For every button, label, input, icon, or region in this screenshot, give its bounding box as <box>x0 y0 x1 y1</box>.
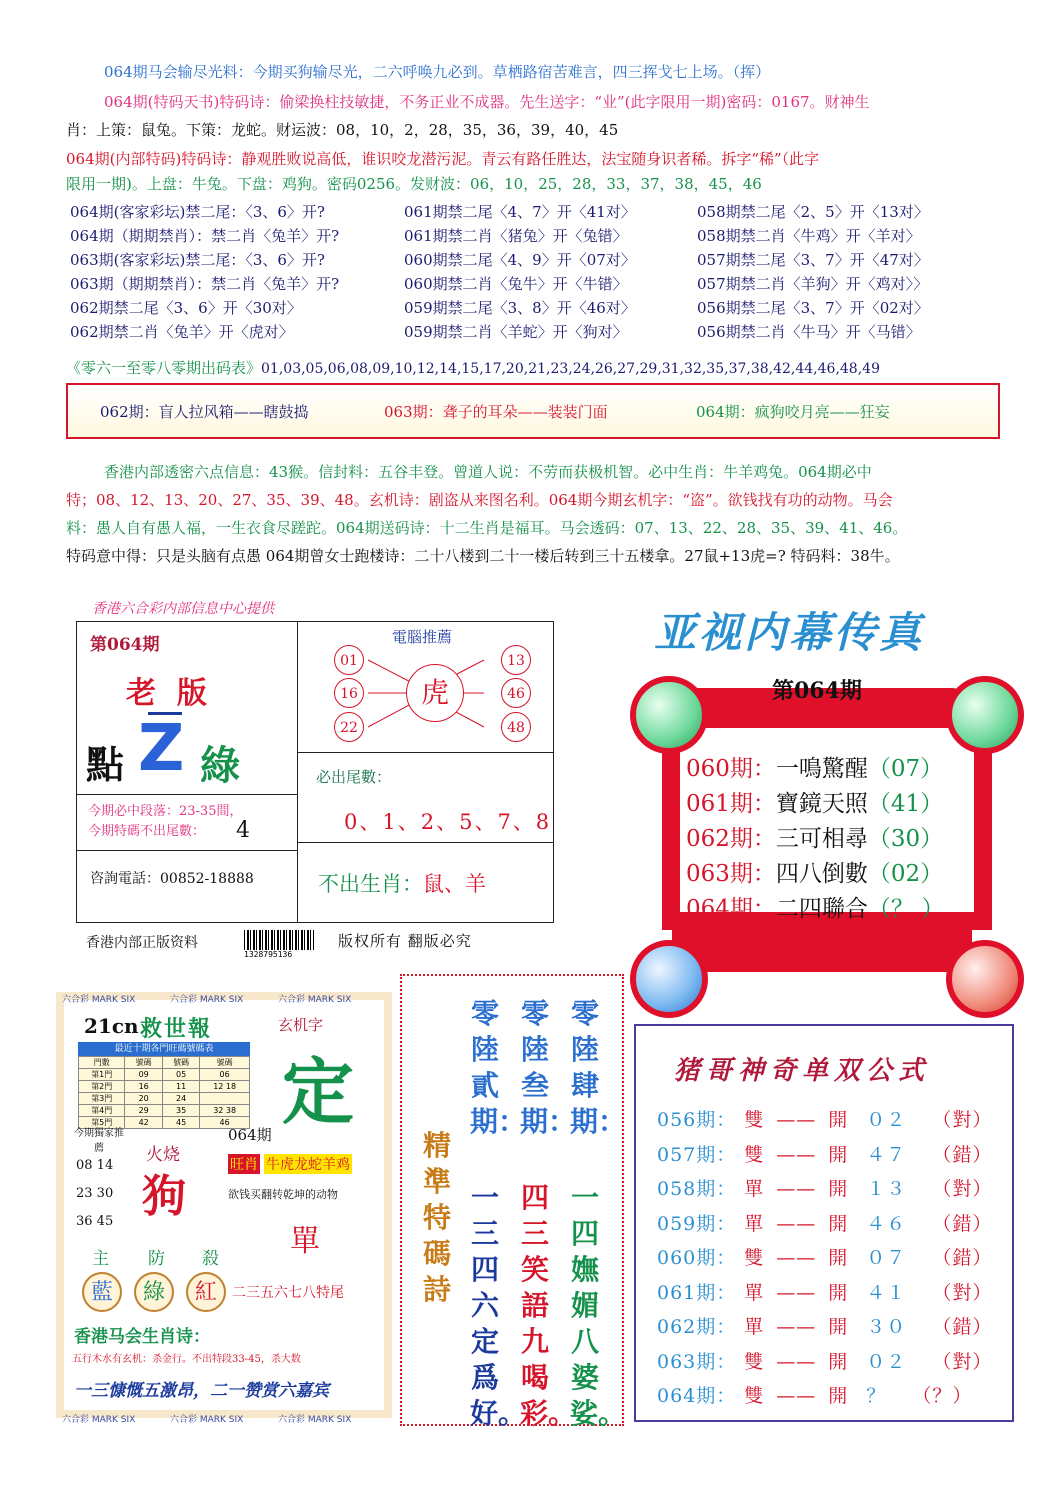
poem-col3-body: 一四嫵媚八婆娑。 <box>570 1181 627 1430</box>
single-char: 單 <box>290 1224 320 1259</box>
saying-period: 064期： <box>696 403 755 421</box>
marksix-bottom: 六合彩 MARK SIX <box>62 1415 136 1425</box>
gate-table: 門數 號碼 號碼 號碼 第1門 09 05 06 第2門 16 11 12 18 第3門 20 24 第4門 29 35 32 38 第5門 42 45 46 <box>78 1056 250 1129</box>
ban-item: 060期禁二尾〈4、9〉开〈07对〉 <box>404 251 636 269</box>
formula-number: ４６ <box>866 1212 907 1235</box>
saying-063 <box>384 401 608 422</box>
paper-name: 救世報 <box>140 1016 213 1042</box>
ban-item: 062期禁二尾〈3、6〉开〈30对〉 <box>70 299 302 317</box>
footer-left: 香港内部正版资料 <box>86 935 198 951</box>
provider-text: 香港六合彩内部信息中心提供 <box>92 601 274 617</box>
formula-parity: 單 <box>744 1178 765 1200</box>
ban-item: 057期禁二尾〈3、7〉开〈47对〉 <box>697 251 929 269</box>
tails-line: 二三五六七八特尾 <box>232 1285 344 1301</box>
formula-period: 058期： <box>657 1178 737 1200</box>
no-zodiac-label: 不出生肖： <box>318 872 423 896</box>
poem-col1-body: 一三四六定爲好。 <box>470 1181 527 1430</box>
formula-dash: —— <box>776 1385 817 1407</box>
mahui-poem: 一三慷慨五激昂，二一赞赏六嘉宾 <box>74 1381 329 1401</box>
range-line-1: 今期必中段落：23-35間， <box>88 804 243 819</box>
color-red: 紅 <box>186 1272 226 1312</box>
formula-dash: —— <box>776 1109 817 1131</box>
code-table-values: 01,03,05,06,08,09,10,12,14,15,17,20,21,23,24,26,27,29,31,32,35,37,38,42,44,46,48,49 <box>261 361 880 377</box>
wang-label: 旺肖 <box>228 1154 260 1174</box>
ban-item: 062期禁二肖〈兔羊〉开〈虎对〉 <box>70 323 294 341</box>
header-line-4: 064期(内部特码)特码诗：静观胜败说高低，谁识咬龙潜污泥。青云有路任胜达，法宝随身识者稀。拆字“稀”（此字 <box>66 150 820 168</box>
saying-period: 062期： <box>100 403 159 421</box>
formula-open: 開 <box>828 1350 849 1373</box>
lv-char: 綠 <box>200 743 240 789</box>
brand-21cn: 21cn <box>84 1014 139 1038</box>
poem-col3-head: 零陸肆期： <box>570 997 627 1138</box>
lantern-period: 064期 <box>228 1126 272 1144</box>
pc-number: 46 <box>501 678 531 708</box>
wang-zodiac: 牛虎龙蛇羊鸡 <box>264 1154 352 1174</box>
formula-number: ４１ <box>866 1281 907 1304</box>
sha-char: 殺 <box>202 1249 219 1269</box>
formula-result: （？） <box>912 1385 973 1407</box>
pc-center: 虎 <box>406 664 464 722</box>
formula-open: 開 <box>828 1316 849 1338</box>
saying-text: 疯狗咬月亮——狂妄 <box>754 403 890 421</box>
formula-parity: 單 <box>744 1212 765 1235</box>
formula-number: ０７ <box>866 1247 907 1269</box>
header-line-2: 064期(特码天书)特码诗：偷梁换柱技敏捷，不务正业不成器。先生送字：“业”(此字限用一期)密码：0167。财神生 <box>104 93 870 111</box>
formula-open: 開 <box>828 1247 849 1269</box>
formula-row <box>657 1281 992 1305</box>
fax-title: 亚视内幕传真 <box>654 608 925 657</box>
table-row: 第3門 20 24 <box>79 1093 250 1105</box>
formula-number: ０２ <box>866 1350 907 1373</box>
fax-row: 064期：二四聯合（？ ） <box>686 896 945 922</box>
fax-row: 062期：三可相尋（30） <box>686 826 944 852</box>
zhu-char: 主 <box>92 1249 109 1269</box>
formula-parity: 雙 <box>744 1350 765 1373</box>
no-zodiac-value: 鼠、羊 <box>423 872 486 896</box>
old-version-label: 老 版 <box>126 676 207 711</box>
pc-number: 48 <box>501 712 531 742</box>
poem-col2-body: 四三笑語九喝彩。 <box>520 1181 577 1430</box>
header-line-5: 限用一期)。上盘：牛兔。下盘：鸡狗。密码0256。发财波：06，10，25，28，33，37，38，45，46 <box>66 175 762 193</box>
fax-row: 063期：四八倒數（02） <box>686 861 944 887</box>
poem-col2-head: 零陸叁期： <box>520 997 577 1138</box>
ball-green-icon <box>630 676 708 754</box>
code-table <box>66 358 880 379</box>
formula-dash: —— <box>776 1350 817 1373</box>
tail-title: 必出尾數： <box>316 768 392 786</box>
ban-column-1 <box>70 200 339 344</box>
formula-open: 開 <box>828 1109 849 1131</box>
ban-item: 064期（期期禁肖）：禁二肖〈兔羊〉开? <box>70 227 340 245</box>
color-blue: 藍 <box>82 1272 122 1312</box>
formula-result: （錯） <box>932 1247 993 1269</box>
pc-number: 22 <box>334 712 364 742</box>
formula-dash: —— <box>776 1281 817 1304</box>
formula-row <box>657 1212 992 1236</box>
formula-period: 061期： <box>657 1281 737 1304</box>
ban-item: 059期禁二肖〈羊蛇〉开〈狗对〉 <box>404 323 628 341</box>
barcode-number: 1328795136 <box>244 950 293 959</box>
ball-blue-icon <box>630 940 708 1018</box>
header-line-1: 064期马会输尽光料：今期买狗输尽光，二六呼唤九必到。草栖路宿苦难言，四三挥戈七上场。（挥） <box>104 63 771 81</box>
formula-parity: 雙 <box>744 1385 765 1407</box>
info-line-4: 特码意中得：只是头脑有点愚 064期曾女士跑楼诗：二十八楼到二十一楼后转到三十五楼拿。27鼠+13虎=? 特码料：38牛。 <box>66 547 900 565</box>
formula-dash: —— <box>776 1212 817 1235</box>
ban-item: 056期禁二肖〈牛马〉开〈马错〉 <box>697 323 921 341</box>
formula-result: （對） <box>932 1109 993 1131</box>
marksix-bottom: 六合彩 MARK SIX <box>278 1415 352 1425</box>
ban-item: 056期禁二尾〈3、7〉开〈02对〉 <box>697 299 929 317</box>
fax-frame-bottom <box>672 928 972 972</box>
formula-row <box>657 1350 992 1374</box>
formula-parity: 雙 <box>744 1109 765 1131</box>
ban-item: 063期（期期禁肖）：禁二肖〈兔羊〉开? <box>70 275 340 293</box>
formula-result: （對） <box>932 1281 993 1304</box>
ban-item: 059期禁二尾〈3、8〉开〈46对〉 <box>404 299 636 317</box>
win-number: 23 30 <box>76 1186 114 1201</box>
formula-row <box>657 1108 992 1132</box>
marksix-top: 六合彩 MARK SIX <box>62 995 136 1005</box>
ban-item: 060期禁二肖〈兔牛〉开〈牛错〉 <box>404 275 628 293</box>
barcode <box>244 930 314 950</box>
table-row: 第4門 29 35 32 38 <box>79 1105 250 1117</box>
formula-period: 057期： <box>657 1143 737 1166</box>
info-line-1: 香港内部透密六点信息：43猴。信封料：五谷丰登。曾道人说：不劳而获极机智。必中生肖：牛羊鸡兔。064期必中 <box>104 463 872 481</box>
formula-period: 060期： <box>657 1247 737 1269</box>
pc-number: 16 <box>334 678 364 708</box>
ban-item: 064期(客家彩坛)禁二尾：〈3、6〉开? <box>70 203 325 221</box>
formula-result: （錯） <box>932 1316 993 1338</box>
formula-result: （錯） <box>932 1212 993 1235</box>
formula-open: 開 <box>828 1281 849 1304</box>
poem-title: 香港马会生肖诗： <box>74 1327 210 1347</box>
wuxing-line: 五行木水有玄机：杀金行。不出特段33-45，杀大数 <box>72 1354 301 1365</box>
formula-dash: —— <box>776 1247 817 1269</box>
formula-open: 開 <box>828 1212 849 1235</box>
formula-period: 056期： <box>657 1109 737 1131</box>
formula-row <box>657 1143 992 1167</box>
info-line-2: 特；08、12、13、20、27、35、39、48。玄机诗：剧盗从来图名利。064期今期玄机字：“盗”。欲钱找有功的动物。马会 <box>66 491 893 509</box>
saying-period: 063期： <box>384 403 443 421</box>
marksix-top: 六合彩 MARK SIX <box>278 995 352 1005</box>
tail-values: 0、1、2、5、7、8 <box>344 810 552 834</box>
formula-result: （錯） <box>932 1143 993 1166</box>
win-label: 今期獨家推薦 <box>74 1128 124 1154</box>
saying-062 <box>100 401 309 422</box>
footer-right: 版权所有 翻版必究 <box>338 932 472 950</box>
left-period: 第064期 <box>90 635 160 655</box>
ball-red-icon <box>946 940 1024 1018</box>
dian-char: 點 <box>86 743 125 787</box>
dog-char: 狗 <box>142 1171 186 1222</box>
formula-open: 開 <box>828 1385 849 1407</box>
poem-col1-head: 零陸貳期： <box>470 997 527 1138</box>
formula-parity: 單 <box>744 1316 765 1338</box>
marksix-top: 六合彩 MARK SIX <box>170 995 244 1005</box>
formula-parity: 單 <box>744 1281 765 1304</box>
formula-dash: —— <box>776 1178 817 1200</box>
formula-parity: 雙 <box>744 1143 765 1166</box>
code-table-title: 《零六一至零八零期出码表》 <box>66 359 262 377</box>
ban-item: 061期禁二尾〈4、7〉开〈41对〉 <box>404 203 636 221</box>
fax-row: 060期：一鳴驚醒（07） <box>686 756 944 782</box>
divider <box>76 850 297 851</box>
table-row: 第1門 09 05 06 <box>79 1069 250 1081</box>
formula-dash: —— <box>776 1316 817 1338</box>
divider <box>297 842 554 843</box>
wish-text: 欲钱买翻转乾坤的动物 <box>228 1188 338 1201</box>
saying-text: 聋子的耳朵——装装门面 <box>442 403 608 421</box>
ban-column-2 <box>404 200 636 344</box>
formula-open: 開 <box>828 1143 849 1166</box>
pc-number: 01 <box>334 645 364 675</box>
xuanji-char: 定 <box>282 1049 355 1134</box>
header-line-3: 肖：上策：鼠兔。下策：龙蛇。财运波：08，10，2，28，35，36，39，40，45 <box>66 121 619 139</box>
saying-text: 盲人拉风箱——瞎鼓捣 <box>158 403 309 421</box>
color-green: 綠 <box>134 1272 174 1312</box>
table-row: 第5門 42 45 46 <box>79 1117 250 1129</box>
xuanji-label: 玄机字 <box>278 1016 324 1034</box>
marksix-bottom: 六合彩 MARK SIX <box>170 1415 244 1425</box>
fire-label: 火烧 <box>146 1145 180 1165</box>
phone-text: 咨詢電話：00852-18888 <box>90 871 254 887</box>
ban-item: 058期禁二肖〈牛鸡〉开〈羊对〉 <box>697 227 921 245</box>
formula-title: 猪哥神奇单双公式 <box>674 1056 931 1086</box>
formula-result: （對） <box>932 1178 993 1200</box>
divider <box>76 794 297 795</box>
formula-row <box>657 1177 992 1201</box>
formula-open: 開 <box>828 1178 849 1200</box>
formula-number: ３０ <box>866 1316 907 1338</box>
formula-parity: 雙 <box>744 1247 765 1269</box>
formula-number: ０２ <box>866 1109 907 1131</box>
formula-result: （對） <box>932 1350 993 1373</box>
formula-period: 062期： <box>657 1316 737 1338</box>
ball-green-icon <box>946 676 1024 754</box>
ban-item: 061期禁二肖〈猪兔〉开〈兔错〉 <box>404 227 628 245</box>
formula-row <box>657 1246 992 1270</box>
divider <box>297 752 554 753</box>
poem-title-col: 精準特碼詩 <box>422 1129 451 1306</box>
formula-number: ４７ <box>866 1143 907 1166</box>
ban-item: 058期禁二尾〈2、5〉开〈13对〉 <box>697 203 929 221</box>
formula-period: 063期： <box>657 1350 737 1373</box>
pc-number: 13 <box>501 645 531 675</box>
fang-char: 防 <box>148 1249 165 1269</box>
z-letter: Z <box>138 712 185 786</box>
no-zodiac <box>318 868 486 898</box>
fax-period: 第064期 <box>772 678 862 704</box>
fax-row: 061期：寶鏡天照（41） <box>686 791 944 817</box>
formula-period: 064期： <box>657 1385 737 1407</box>
ban-column-3 <box>697 200 929 344</box>
info-line-3: 料：愚人自有愚人福，一生衣食尽蹉跎。064期送码诗：十二生肖是福耳。马会透码：07、13、22、28、35、39、41、46。 <box>66 519 908 537</box>
formula-row <box>657 1384 972 1408</box>
table-title: 最近十期各門旺碼號碼表 <box>78 1042 250 1056</box>
formula-period: 059期： <box>657 1212 737 1235</box>
sayings-box <box>66 383 1000 439</box>
formula-number: ？ <box>866 1385 887 1407</box>
ban-item: 063期(客家彩坛)禁二尾：〈3、6〉开? <box>70 251 325 269</box>
formula-dash: —— <box>776 1143 817 1166</box>
pc-title: 電腦推薦 <box>392 628 453 646</box>
formula-row <box>657 1315 992 1339</box>
win-number: 36 45 <box>76 1214 114 1229</box>
ban-item: 057期禁二肖〈羊狗〉开〈鸡对〉〉 <box>697 275 929 293</box>
table-row: 第2門 16 11 12 18 <box>79 1081 250 1093</box>
range-line-2: 今期特碼不出尾數： <box>88 824 206 839</box>
no-tail-number: 4 <box>236 818 250 843</box>
saying-064 <box>696 401 890 422</box>
win-number: 08 14 <box>76 1158 114 1173</box>
formula-number: １３ <box>866 1178 907 1200</box>
